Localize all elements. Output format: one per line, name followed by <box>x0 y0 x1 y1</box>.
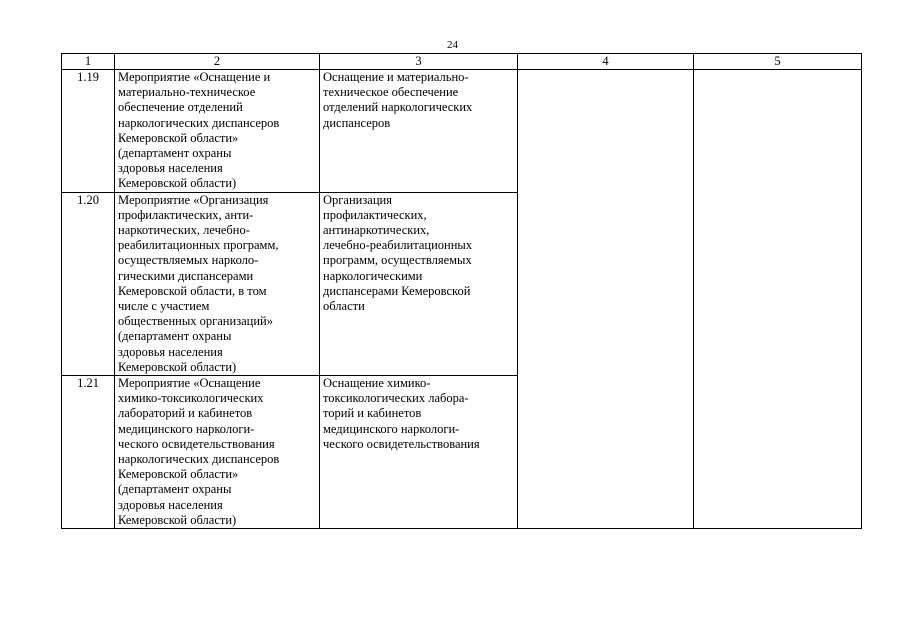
text-line: Мероприятие «Оснащение <box>118 376 261 391</box>
column-header-4: 4 <box>518 54 694 70</box>
text-line: Мероприятие «Оснащение и <box>118 70 271 84</box>
text-line: Кемеровской области» <box>118 130 239 145</box>
column-header-5: 5 <box>694 54 862 70</box>
text-line: здоровья населения <box>118 161 223 176</box>
text-line: реабилитационных программ, <box>118 238 279 253</box>
text-line: токсикологических лабора- <box>323 391 469 406</box>
column-header-1: 1 <box>62 54 115 70</box>
text-line: Кемеровской области) <box>118 512 237 527</box>
text-line: области <box>323 299 365 314</box>
text-line: числе с участием <box>118 299 210 314</box>
text-line: обеспечение отделений <box>118 100 243 115</box>
text-line: (департамент охраны <box>118 482 232 497</box>
text-line: Оснащение и материально- <box>323 70 469 84</box>
text-line: (департамент охраны <box>118 329 232 344</box>
text-line: Кемеровской области) <box>118 359 237 374</box>
column-4-blank-cell <box>518 70 694 529</box>
text-line: диспансерами Кемеровской <box>323 283 471 298</box>
text-line: гическими диспансерами <box>118 268 254 283</box>
column-5-blank-cell <box>694 70 862 529</box>
text-line: осуществляемых нарколо- <box>118 253 259 268</box>
event-description-cell <box>320 376 518 529</box>
text-line: антинаркотических, <box>323 223 430 238</box>
text-line: Кемеровской области) <box>118 176 237 191</box>
text-line: наркологических диспансеров <box>118 115 280 130</box>
text-line: Кемеровской области, в том <box>118 283 267 298</box>
page-number: 24 <box>447 39 458 51</box>
text-line: техническое обеспечение <box>323 85 459 100</box>
row-number-cell: 1.19 <box>62 70 115 193</box>
text-line: программ, осуществляемых <box>323 253 472 268</box>
text-line: профилактических, анти- <box>118 207 254 222</box>
text-line: наркологическими <box>323 268 423 283</box>
text-line: отделений наркологических <box>323 100 473 115</box>
event-description-cell <box>320 70 518 193</box>
text-line: наркологических диспансеров <box>118 452 280 467</box>
text-line: медицинского наркологи- <box>323 421 460 436</box>
text-line: Оснащение химико- <box>323 376 431 391</box>
text-line: общественных организаций» <box>118 314 273 329</box>
column-header-2: 2 <box>115 54 320 70</box>
event-description-cell <box>320 192 518 375</box>
text-line: здоровья населения <box>118 497 223 512</box>
text-line: химико-токсикологических <box>118 391 264 406</box>
event-name-cell <box>115 70 320 193</box>
event-name-cell <box>115 376 320 529</box>
event-name-cell <box>115 192 320 375</box>
text-line: лечебно-реабилитационных <box>323 238 473 253</box>
text-line: наркотических, лечебно- <box>118 223 250 238</box>
text-line: Организация <box>323 192 392 207</box>
table-row <box>62 70 862 193</box>
text-line: лабораторий и кабинетов <box>118 406 253 421</box>
text-line: (департамент охраны <box>118 146 232 161</box>
text-line: материально-техническое <box>118 85 256 100</box>
row-number-cell: 1.20 <box>62 192 115 375</box>
column-header-3: 3 <box>320 54 518 70</box>
row-number-cell: 1.21 <box>62 376 115 529</box>
text-line: Кемеровской области» <box>118 467 239 482</box>
text-line: здоровья населения <box>118 344 223 359</box>
text-line: профилактических, <box>323 207 427 222</box>
text-line: ческого освидетельствования <box>118 436 275 451</box>
text-line: диспансеров <box>323 115 391 130</box>
measures-table <box>61 53 862 529</box>
text-line: торий и кабинетов <box>323 406 422 421</box>
table-header-row <box>62 54 862 70</box>
text-line: Мероприятие «Организация <box>118 192 269 207</box>
text-line: медицинского наркологи- <box>118 421 255 436</box>
text-line: ческого освидетельствования <box>323 436 480 451</box>
